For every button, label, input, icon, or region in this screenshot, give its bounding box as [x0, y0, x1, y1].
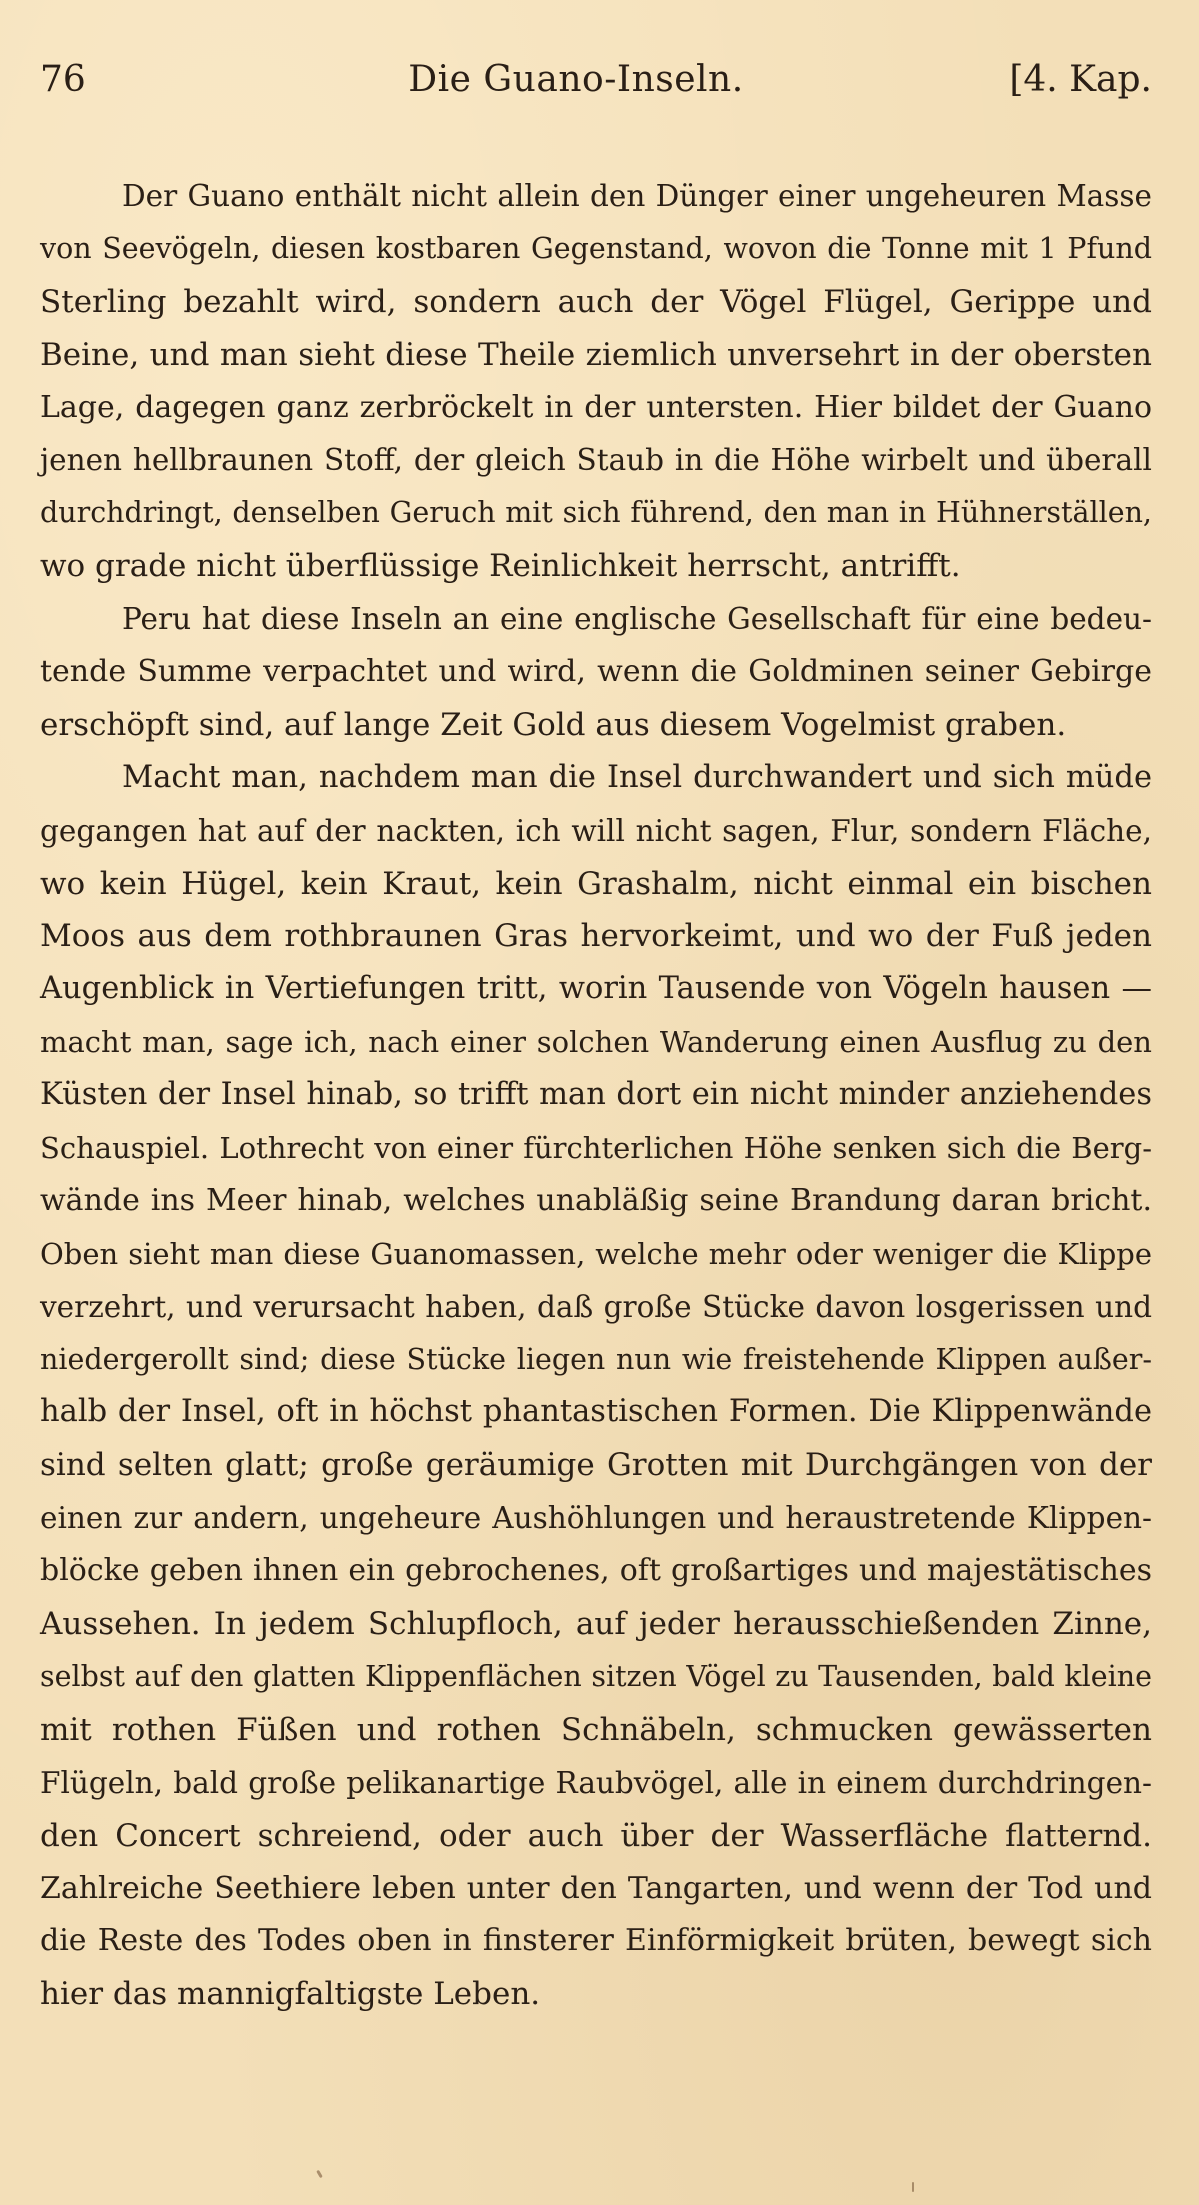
text-line: Zahlreiche Seethiere leben unter den Tangarten, und wenn der Tod und: [40, 1870, 1152, 1906]
text-line: Macht man, nachdem man die Insel durchwandert und sich müde: [122, 759, 1152, 795]
text-line: macht man, sage ich, nach einer solchen Wanderung einen Ausflug zu den: [40, 1025, 1152, 1060]
print-speck: [912, 2182, 914, 2192]
book-page: [40, 59, 1152, 2021]
text-line: Peru hat diese Inseln an eine englische Gesellschaft für eine bedeu-: [122, 602, 1152, 637]
text-line: die Reste des Todes oben in finsterer Einförmigkeit brüten, bewegt sich: [40, 1923, 1152, 1959]
body-text: [40, 170, 1152, 2021]
paragraph: [40, 752, 1152, 2021]
text-line: einen zur andern, ungeheure Aushöhlungen und heraustretende Klippen-: [40, 1501, 1152, 1536]
text-line: selbst auf den glatten Klippenflächen sitzen Vögel zu Tausenden, bald kleine: [40, 1659, 1152, 1693]
text-line: Sterling bezahlt wird, sondern auch der Vögel Flügel, Gerippe und: [40, 283, 1152, 320]
running-header: [40, 59, 1152, 112]
running-title: Die Guano-Inseln.: [408, 59, 744, 100]
text-line: mit rothen Füßen und rothen Schnäbeln, schmucken gewässerten: [40, 1711, 1152, 1748]
text-line: Küsten der Insel hinab, so trifft man dort ein nicht minder anziehendes: [40, 1077, 1152, 1113]
text-line: Aussehen. In jedem Schlupfloch, auf jeder herausschießenden Zinne,: [40, 1606, 1152, 1643]
text-line: Oben sieht man diese Guanomassen, welche mehr oder weniger die Klippe: [40, 1236, 1152, 1271]
text-line: hier das mannigfaltigste Leben.: [40, 1976, 541, 2013]
text-line: wände ins Meer hinab, welches unabläßig seine Brandung daran bricht.: [40, 1182, 1152, 1218]
text-line: niedergerollt sind; diese Stücke liegen nun wie freistehende Klippen außer-: [40, 1342, 1152, 1376]
text-line: verzehrt, und verursacht haben, daß große Stücke davon losgerissen und: [40, 1289, 1152, 1324]
text-line: Augenblick in Vertiefungen tritt, worin Tausende von Vögeln hausen —: [40, 971, 1152, 1007]
text-line: wo grade nicht überflüssige Reinlichkeit herrscht, antrifft.: [40, 548, 961, 585]
text-line: von Seevögeln, diesen kostbaren Gegenstand, wovon die Tonne mit 1 Pfund: [40, 231, 1152, 265]
text-line: Der Guano enthält nicht allein den Dünger einer ungeheuren Masse: [122, 179, 1152, 213]
text-line: Beine, und man sieht diese Theile ziemlich unversehrt in der obersten: [40, 336, 1152, 373]
text-line: erschöpft sind, auf lange Zeit Gold aus diesem Vogelmist graben.: [40, 706, 1067, 743]
text-line: tende Summe verpachtet und wird, wenn die Goldminen seiner Gebirge: [40, 654, 1152, 690]
text-line: halb der Insel, oft in höchst phantastischen Formen. Die Klippenwände: [40, 1394, 1152, 1430]
text-line: Lage, dagegen ganz zerbröckelt in der untersten. Hier bildet der Guano: [40, 389, 1152, 425]
page-number: 76: [40, 59, 86, 100]
print-speck: [316, 2170, 323, 2178]
text-line: Flügeln, bald große pelikanartige Raubvögel, alle in einem durchdringen-: [40, 1765, 1152, 1800]
text-line: sind selten glatt; große geräumige Grotten mit Durchgängen von der: [40, 1447, 1152, 1484]
text-line: Schauspiel. Lothrecht von einer fürchterlichen Höhe senken sich die Berg-: [40, 1131, 1152, 1166]
paragraph: [40, 593, 1152, 752]
text-line: gegangen hat auf der nackten, ich will nicht sagen, Flur, sondern Fläche,: [40, 813, 1152, 848]
text-line: jenen hellbraunen Stoff, der gleich Staub in die Höhe wirbelt und überall: [40, 443, 1152, 478]
text-line: blöcke geben ihnen ein gebrochenes, oft großartiges und majestätisches: [40, 1553, 1152, 1589]
text-line: den Concert schreiend, oder auch über der Wasserfläche flatternd.: [40, 1817, 1152, 1854]
text-line: wo kein Hügel, kein Kraut, kein Grashalm, nicht einmal ein bischen: [40, 865, 1152, 902]
paragraph: [40, 170, 1152, 593]
text-line: Moos aus dem rothbraunen Gras hervorkeimt, und wo der Fuß jeden: [40, 918, 1152, 955]
chapter-label: [4. Kap.: [1009, 59, 1152, 100]
text-line: durchdringt, denselben Geruch mit sich führend, den man in Hühnerställen,: [40, 496, 1152, 530]
